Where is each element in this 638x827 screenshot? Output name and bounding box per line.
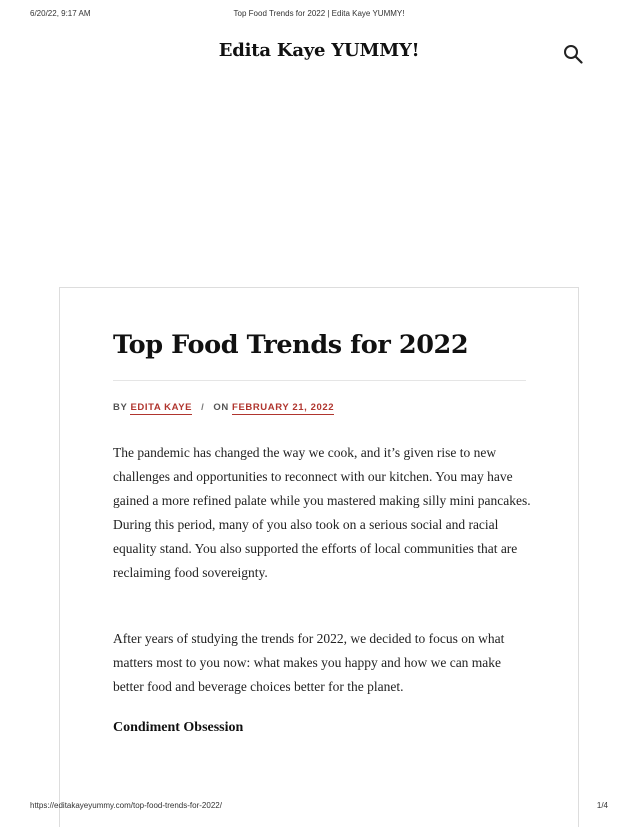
site-title[interactable]: Edita Kaye YUMMY! xyxy=(218,40,420,61)
by-label: BY xyxy=(113,402,128,413)
search-icon[interactable] xyxy=(563,44,583,64)
meta-separator: / xyxy=(201,402,205,413)
print-datetime: 6/20/22, 9:17 AM xyxy=(30,9,91,18)
article-title: Top Food Trends for 2022 xyxy=(113,330,469,360)
page-number: 1/4 xyxy=(596,801,608,810)
print-url: https://editakayeyummy.com/top-food-trends-for-2022/ xyxy=(30,801,222,810)
on-label: ON xyxy=(213,402,229,413)
paragraph-trends: After years of studying the trends for 2022, we decided to focus on what matters most to you now: what makes you happy and how we can make better food and beverage choices better for the planet. xyxy=(113,631,505,694)
paragraph-intro: The pandemic has changed the way we cook, and it’s given rise to new challenges and opportunities to reconnect with our kitchen. You may have gained a more refined palate while you mastered making silly mini pancakes. During this period, many of you also took on a serious social and racial equality stand. You also supported the efforts of local communities that are reclaiming food sovereignty. xyxy=(113,445,531,580)
print-page-title: Top Food Trends for 2022 | Edita Kaye YUMMY! xyxy=(233,9,405,18)
date-link[interactable]: FEBRUARY 21, 2022 xyxy=(232,402,335,413)
title-divider xyxy=(113,380,526,381)
article-meta xyxy=(113,402,334,413)
author-link[interactable]: EDITA KAYE xyxy=(130,402,193,413)
section-heading: Condiment Obsession xyxy=(113,720,244,735)
